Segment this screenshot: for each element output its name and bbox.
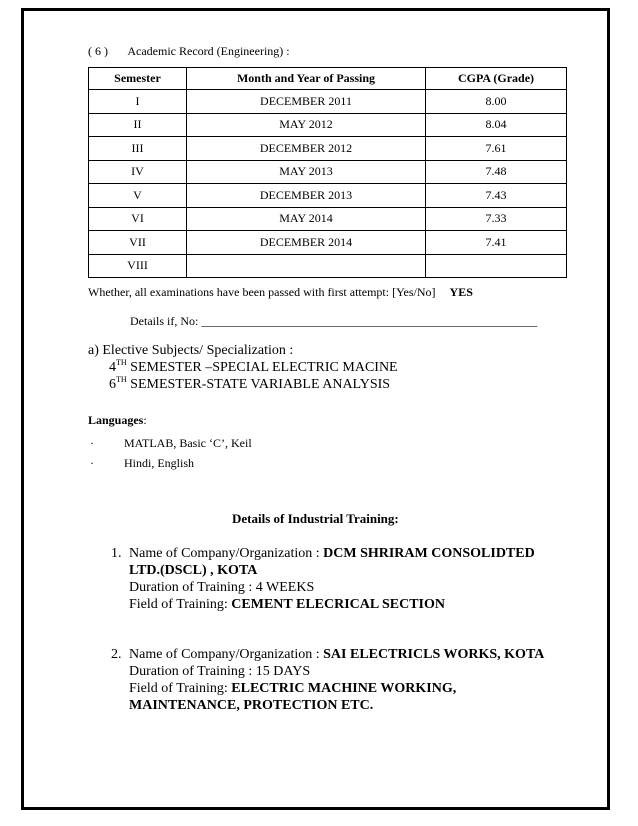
semester-cell: VI [89, 207, 187, 231]
table-row [89, 231, 567, 255]
elective-line-2 [109, 377, 390, 393]
elective-line-1 [109, 360, 398, 376]
semester-cell: I [89, 90, 187, 114]
passing-date-cell: MAY 2013 [187, 160, 426, 184]
table-row [89, 254, 567, 278]
elective-line-1-suffix: TH [116, 358, 127, 367]
passing-date-cell: DECEMBER 2013 [187, 184, 426, 208]
passing-date-cell: DECEMBER 2011 [187, 90, 426, 114]
training-entry-2-number: 2. [111, 647, 122, 662]
details-if-no-line [130, 314, 537, 329]
field-value: ELECTRIC MACHINE WORKING, [231, 681, 457, 696]
languages-label: Languages [88, 413, 144, 427]
semester-cell: VII [89, 231, 187, 255]
semester-cell: VIII [89, 254, 187, 278]
table-row [89, 207, 567, 231]
details-if-no-blank: ________________________________________________________ [201, 314, 538, 328]
training-entry-1-duration [129, 580, 314, 596]
passing-date-cell: DECEMBER 2012 [187, 137, 426, 161]
header-semester: Semester [89, 68, 187, 90]
duration-value: 4 WEEKS [255, 580, 315, 595]
semester-cell: II [89, 113, 187, 137]
table-row [89, 90, 567, 114]
table-row [89, 184, 567, 208]
languages-colon: : [143, 413, 147, 427]
elective-heading: a) Elective Subjects/ Specialization : [88, 343, 294, 358]
passing-date-cell [187, 254, 426, 278]
duration-value: 15 DAYS [255, 664, 311, 679]
training-entry-1-company [111, 546, 535, 562]
training-entry-1-number: 1. [111, 546, 122, 561]
semester-cell: III [89, 137, 187, 161]
training-heading: Details of Industrial Training: [232, 511, 399, 526]
semester-cell: V [89, 184, 187, 208]
elective-line-1-text: SEMESTER –SPECIAL ELECTRIC MACINE [126, 360, 398, 375]
elective-line-2-suffix: TH [116, 375, 127, 384]
duration-label: Duration of Training : [129, 580, 256, 595]
field-value-continued: MAINTENANCE, PROTECTION ETC. [129, 698, 374, 713]
table-row [89, 160, 567, 184]
field-label: Field of Training: [129, 681, 232, 696]
training-entry-1-field [129, 597, 445, 613]
language-bullet: · [90, 436, 94, 450]
training-entry-2-field [129, 681, 456, 697]
cgpa-cell: 7.33 [426, 207, 567, 231]
passing-date-cell: MAY 2012 [187, 113, 426, 137]
cgpa-cell: 7.41 [426, 231, 567, 255]
header-month-year: Month and Year of Passing [187, 68, 426, 90]
section-title: Academic Record (Engineering) : [127, 44, 290, 58]
cgpa-cell: 7.48 [426, 160, 567, 184]
first-attempt-line [88, 285, 473, 300]
duration-label: Duration of Training : [129, 664, 256, 679]
language-item: MATLAB, Basic ‘C’, Keil [124, 436, 252, 450]
semester-cell: IV [89, 160, 187, 184]
language-item: Hindi, English [124, 456, 195, 470]
elective-line-2-number: 6 [109, 377, 116, 392]
company-value: SAI ELECTRICLS WORKS, KOTA [323, 647, 545, 662]
details-if-no-label: Details if, No: [130, 314, 202, 328]
languages-heading [88, 413, 147, 428]
elective-line-2-text: SEMESTER-STATE VARIABLE ANALYSIS [126, 377, 391, 392]
first-attempt-question: Whether, all examinations have been passed with first attempt: [Yes/No] [88, 285, 436, 299]
passing-date-cell: MAY 2014 [187, 207, 426, 231]
company-value: DCM SHRIRAM CONSOLIDTED [323, 546, 535, 561]
academic-record-table [88, 67, 567, 278]
training-entry-2-company [111, 647, 544, 663]
elective-line-1-number: 4 [109, 360, 116, 375]
first-attempt-answer: YES [449, 285, 473, 299]
passing-date-cell: DECEMBER 2014 [187, 231, 426, 255]
company-value-continued: LTD.(DSCL) , KOTA [129, 563, 258, 578]
cgpa-cell: 8.00 [426, 90, 567, 114]
company-label: Name of Company/Organization : [129, 546, 324, 561]
field-label: Field of Training: [129, 597, 232, 612]
cgpa-cell [426, 254, 567, 278]
table-row [89, 113, 567, 137]
training-entry-2-duration [129, 664, 310, 680]
header-cgpa: CGPA (Grade) [426, 68, 567, 90]
cgpa-cell: 8.04 [426, 113, 567, 137]
cgpa-cell: 7.43 [426, 184, 567, 208]
table-row [89, 137, 567, 161]
section-number: ( 6 ) [88, 44, 108, 58]
language-bullet: · [90, 456, 94, 470]
section-heading [88, 44, 290, 59]
cgpa-cell: 7.61 [426, 137, 567, 161]
table-header-row [89, 68, 567, 90]
company-label: Name of Company/Organization : [129, 647, 324, 662]
field-value: CEMENT ELECRICAL SECTION [231, 597, 445, 612]
